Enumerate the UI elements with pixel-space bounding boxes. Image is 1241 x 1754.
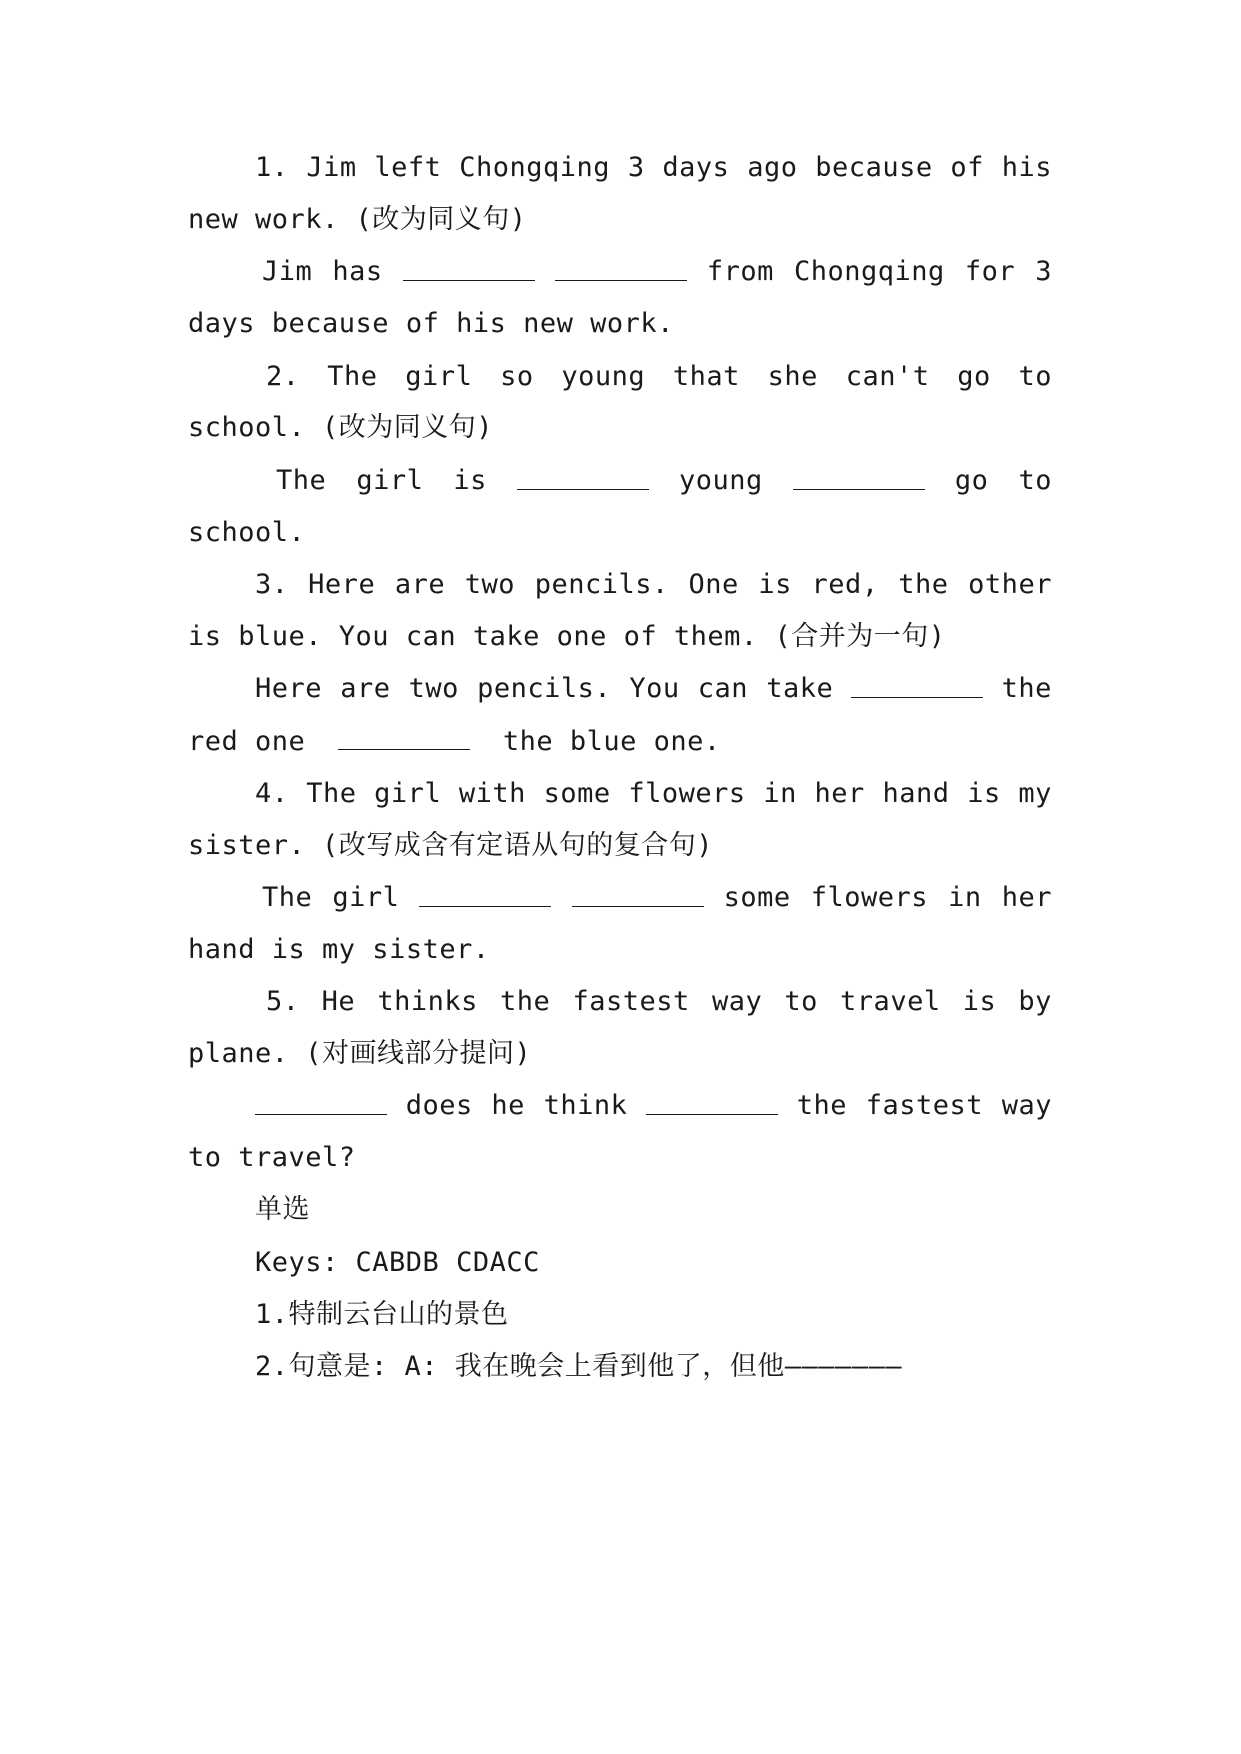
answer-blank[interactable]: [646, 1088, 778, 1115]
word: Chongqing: [793, 256, 945, 287]
section-heading-single-choice: 单选: [255, 1194, 310, 1225]
q3-answer-line1: [255, 671, 1052, 707]
q4-answer-line1: [262, 880, 1052, 916]
word: with: [458, 778, 526, 809]
q1-answer-line1: [262, 254, 1052, 290]
word: the: [796, 1090, 848, 1121]
q3-answer-line2-after: the blue one.: [502, 726, 721, 757]
word: the: [500, 986, 551, 1017]
word: 3: [627, 152, 645, 183]
word: is: [758, 569, 792, 600]
word: thinks: [377, 986, 478, 1017]
q1-answer-line2: days because of his new work.: [188, 308, 674, 339]
word: take: [766, 673, 834, 704]
word: by: [1018, 986, 1052, 1017]
word: flowers: [810, 882, 929, 913]
word: from: [706, 256, 774, 287]
word: is: [967, 778, 1001, 809]
q5-line1: [266, 984, 1052, 1020]
answer-blank[interactable]: [338, 723, 470, 750]
q4-answer-line2: hand is my sister.: [188, 934, 490, 965]
answer-blank[interactable]: [851, 671, 983, 698]
word: The: [327, 361, 378, 392]
word: some: [543, 778, 611, 809]
word: 4.: [255, 778, 289, 809]
word: are: [394, 569, 446, 600]
word: some: [723, 882, 791, 913]
word: 1.: [255, 152, 289, 183]
word: girl: [356, 465, 424, 496]
word: days: [662, 152, 730, 183]
word: The: [262, 882, 313, 913]
word: her: [814, 778, 865, 809]
word: for: [964, 256, 1016, 287]
word: Chongqing: [459, 152, 611, 183]
q3-answer-line2-before: red one: [188, 726, 306, 757]
word: You: [629, 673, 680, 704]
word: girl: [374, 778, 442, 809]
q2-line1: [266, 359, 1052, 395]
word: girl: [405, 361, 473, 392]
word: girl: [332, 882, 400, 913]
word: pencils.: [534, 569, 669, 600]
word: fastest: [572, 986, 690, 1017]
word: He: [321, 986, 356, 1017]
word: Here: [255, 673, 323, 704]
word: to: [1018, 361, 1052, 392]
word: other: [968, 569, 1052, 600]
q2-line2: school. (改为同义句): [188, 412, 494, 443]
q1-line2: new work. (改为同义句): [188, 204, 527, 235]
answer-blank[interactable]: [793, 463, 925, 490]
word: 3: [1035, 256, 1052, 287]
answer-blank[interactable]: [419, 880, 551, 907]
word: red,: [811, 569, 879, 600]
word: the: [898, 569, 949, 600]
q5-answer-line1: [255, 1088, 1052, 1124]
q3-line1: [255, 567, 1052, 603]
q5-answer-line2: to travel?: [188, 1142, 356, 1173]
word: go: [954, 465, 989, 496]
word: to: [1018, 465, 1052, 496]
word: travel: [840, 986, 941, 1017]
word: Here: [308, 569, 376, 600]
word: two: [464, 569, 516, 600]
word: way: [711, 986, 763, 1017]
q2-answer-line1: [276, 463, 1052, 499]
word: in: [763, 778, 797, 809]
word: Jim: [306, 152, 357, 183]
word: flowers: [628, 778, 746, 809]
word: left: [374, 152, 442, 183]
explanation-1: 1.特制云台山的景色: [255, 1299, 509, 1330]
answer-blank[interactable]: [255, 1088, 387, 1115]
word: is: [453, 465, 487, 496]
word: to: [784, 986, 818, 1017]
word: her: [1001, 882, 1052, 913]
word: ago: [747, 152, 798, 183]
word: he: [491, 1090, 525, 1121]
word: young: [679, 465, 763, 496]
word: Jim: [262, 256, 313, 287]
q1-line1: [255, 150, 1052, 186]
word: The: [306, 778, 357, 809]
word: has: [332, 256, 383, 287]
word: is: [962, 986, 997, 1017]
word: think: [543, 1090, 628, 1121]
word: fastest: [865, 1090, 984, 1121]
word: pencils.: [477, 673, 612, 704]
word: does: [405, 1090, 473, 1121]
word: The: [276, 465, 327, 496]
word: way: [1001, 1090, 1052, 1121]
q3-line2: is blue. You can take one of them. (合并为一句): [188, 621, 946, 652]
word: because: [815, 152, 933, 183]
q4-line2: sister. (改写成含有定语从句的复合句): [188, 830, 714, 861]
answer-blank[interactable]: [517, 463, 649, 490]
word: she: [767, 361, 818, 392]
word: so: [500, 361, 534, 392]
q3-answer-line2: [188, 723, 1052, 760]
answer-blank[interactable]: [572, 880, 704, 907]
answer-blank[interactable]: [555, 254, 687, 281]
q4-line1: [255, 776, 1052, 812]
word: of: [950, 152, 984, 183]
word: the: [1001, 673, 1052, 704]
word: young: [561, 361, 646, 392]
word: 2.: [266, 361, 300, 392]
word: One: [688, 569, 739, 600]
word: my: [1018, 778, 1052, 809]
answer-keys: Keys: CABDB CDACC: [255, 1247, 540, 1278]
word: go: [957, 361, 991, 392]
word: in: [948, 882, 982, 913]
explanation-2: 2.句意是: A: 我在晚会上看到他了，但他———————: [255, 1351, 903, 1382]
word: that: [672, 361, 740, 392]
word: two: [408, 673, 459, 704]
word: 3.: [255, 569, 289, 600]
word: can't: [845, 361, 930, 392]
answer-blank[interactable]: [403, 254, 535, 281]
word: hand: [882, 778, 950, 809]
q2-answer-line2: school.: [188, 517, 306, 548]
word: can: [697, 673, 749, 704]
word: 5.: [266, 986, 300, 1017]
word: are: [340, 673, 391, 704]
q5-line2: plane. (对画线部分提问): [188, 1038, 532, 1069]
word: his: [1001, 152, 1052, 183]
